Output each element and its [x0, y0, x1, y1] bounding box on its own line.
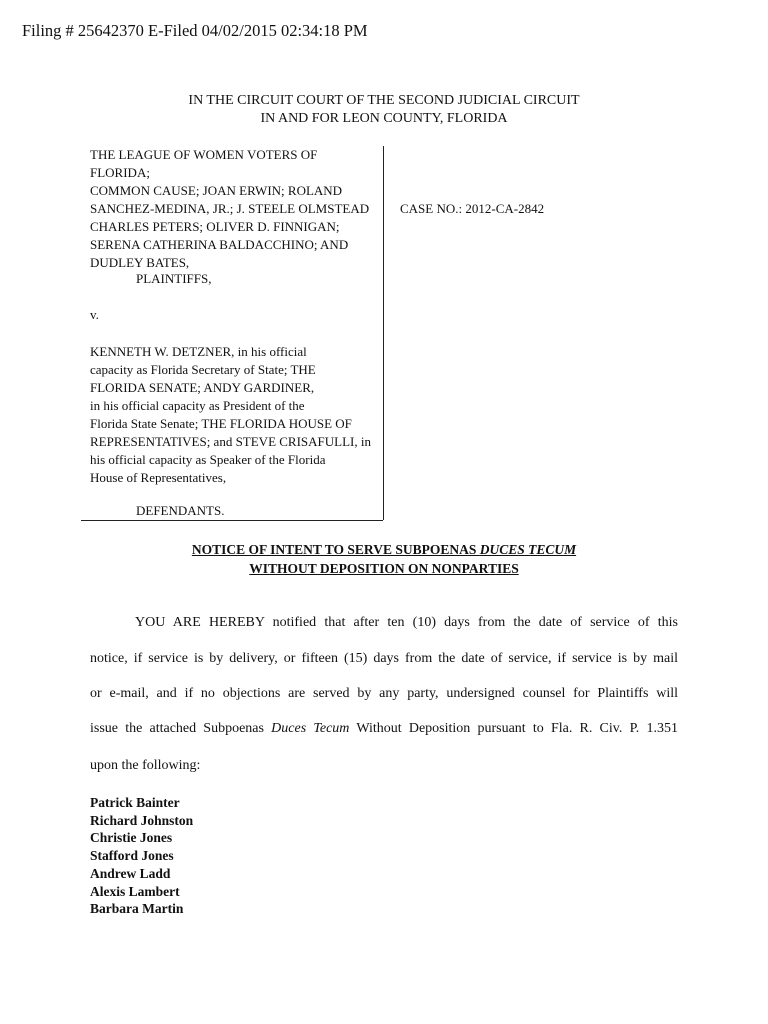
body-line-5: upon the following: — [90, 758, 201, 773]
caption-vertical-divider — [383, 146, 384, 520]
body-line-4 — [90, 721, 678, 737]
title-text — [192, 542, 576, 557]
document-title-line-1 — [0, 542, 768, 558]
plaintiffs-line: DUDLEY BATES, — [90, 255, 190, 270]
defendants-label: DEFENDANTS. — [136, 503, 225, 518]
title-line-2-text: WITHOUT DEPOSITION ON NONPARTIES — [249, 561, 519, 576]
plaintiffs-line: CHARLES PETERS; OLIVER D. FINNIGAN; — [90, 219, 340, 234]
court-name-line-1: IN THE CIRCUIT COURT OF THE SECOND JUDICIAL CIRCUIT — [188, 93, 580, 108]
defendants-line: his official capacity as Speaker of the Florida — [90, 452, 326, 467]
nonparty-name: Christie Jones — [90, 830, 173, 846]
body-line-4-italic: Duces Tecum — [271, 721, 350, 736]
defendants-line: Florida State Senate; THE FLORIDA HOUSE OF — [90, 416, 352, 431]
caption-bottom-divider — [81, 520, 383, 521]
nonparty-name: Stafford Jones — [90, 848, 174, 864]
body-line-2: notice, if service is by delivery, or fifteen (15) days from the date of service, if service is by mail — [90, 651, 678, 666]
defendants-line: House of Representatives, — [90, 470, 227, 485]
title-prefix: NOTICE OF INTENT TO SERVE SUBPOENAS — [191, 542, 480, 557]
plaintiffs-line: COMMON CAUSE; JOAN ERWIN; ROLAND — [90, 183, 343, 198]
body-line-4-prefix: issue the attached Subpoenas — [90, 721, 272, 736]
versus-label: v. — [90, 307, 99, 322]
document-title-line-2 — [0, 561, 768, 577]
defendants-line: FLORIDA SENATE; ANDY GARDINER, — [90, 380, 315, 395]
body-line-1 — [90, 615, 678, 631]
nonparty-list — [90, 794, 193, 918]
defendants-line: in his official capacity as President of the — [90, 398, 305, 413]
nonparty-name: Patrick Bainter — [90, 795, 180, 810]
plaintiffs-line: SERENA CATHERINA BALDACCHINO; AND — [90, 237, 349, 252]
body-line-3: or e-mail, and if no objections are served by any party, undersigned counsel for Plaintiffs will — [90, 686, 678, 701]
plaintiffs-caption — [90, 146, 375, 272]
court-name-line-2: IN AND FOR LEON COUNTY, FLORIDA — [260, 111, 508, 126]
defendants-line: KENNETH W. DETZNER, in his official — [90, 344, 307, 359]
body-line-1-text: YOU ARE HEREBY notified that after ten (10) days from the date of service of this — [135, 615, 678, 630]
defendants-line: capacity as Florida Secretary of State; THE — [90, 362, 316, 377]
plaintiffs-label: PLAINTIFFS, — [136, 271, 212, 286]
nonparty-name: Barbara Martin — [90, 901, 184, 917]
defendants-caption — [90, 343, 375, 487]
plaintiffs-line: THE LEAGUE OF WOMEN VOTERS OF FLORIDA; — [90, 147, 318, 180]
nonparty-name: Andrew Ladd — [90, 865, 171, 881]
nonparty-name: Alexis Lambert — [90, 883, 180, 899]
case-number: CASE NO.: 2012-CA-2842 — [400, 201, 545, 216]
defendants-line: REPRESENTATIVES; and STEVE CRISAFULLI, in — [90, 434, 371, 449]
filing-stamp: Filing # 25642370 E-Filed 04/02/2015 02:34:18 PM — [22, 21, 368, 40]
title-italic: DUCES TECUM — [479, 542, 577, 557]
plaintiffs-line: SANCHEZ-MEDINA, JR.; J. STEELE OLMSTEAD — [90, 201, 370, 216]
nonparty-name: Richard Johnston — [90, 812, 194, 828]
body-line-4-suffix: Without Deposition pursuant to Fla. R. Civ. P. 1.351 — [349, 721, 678, 736]
